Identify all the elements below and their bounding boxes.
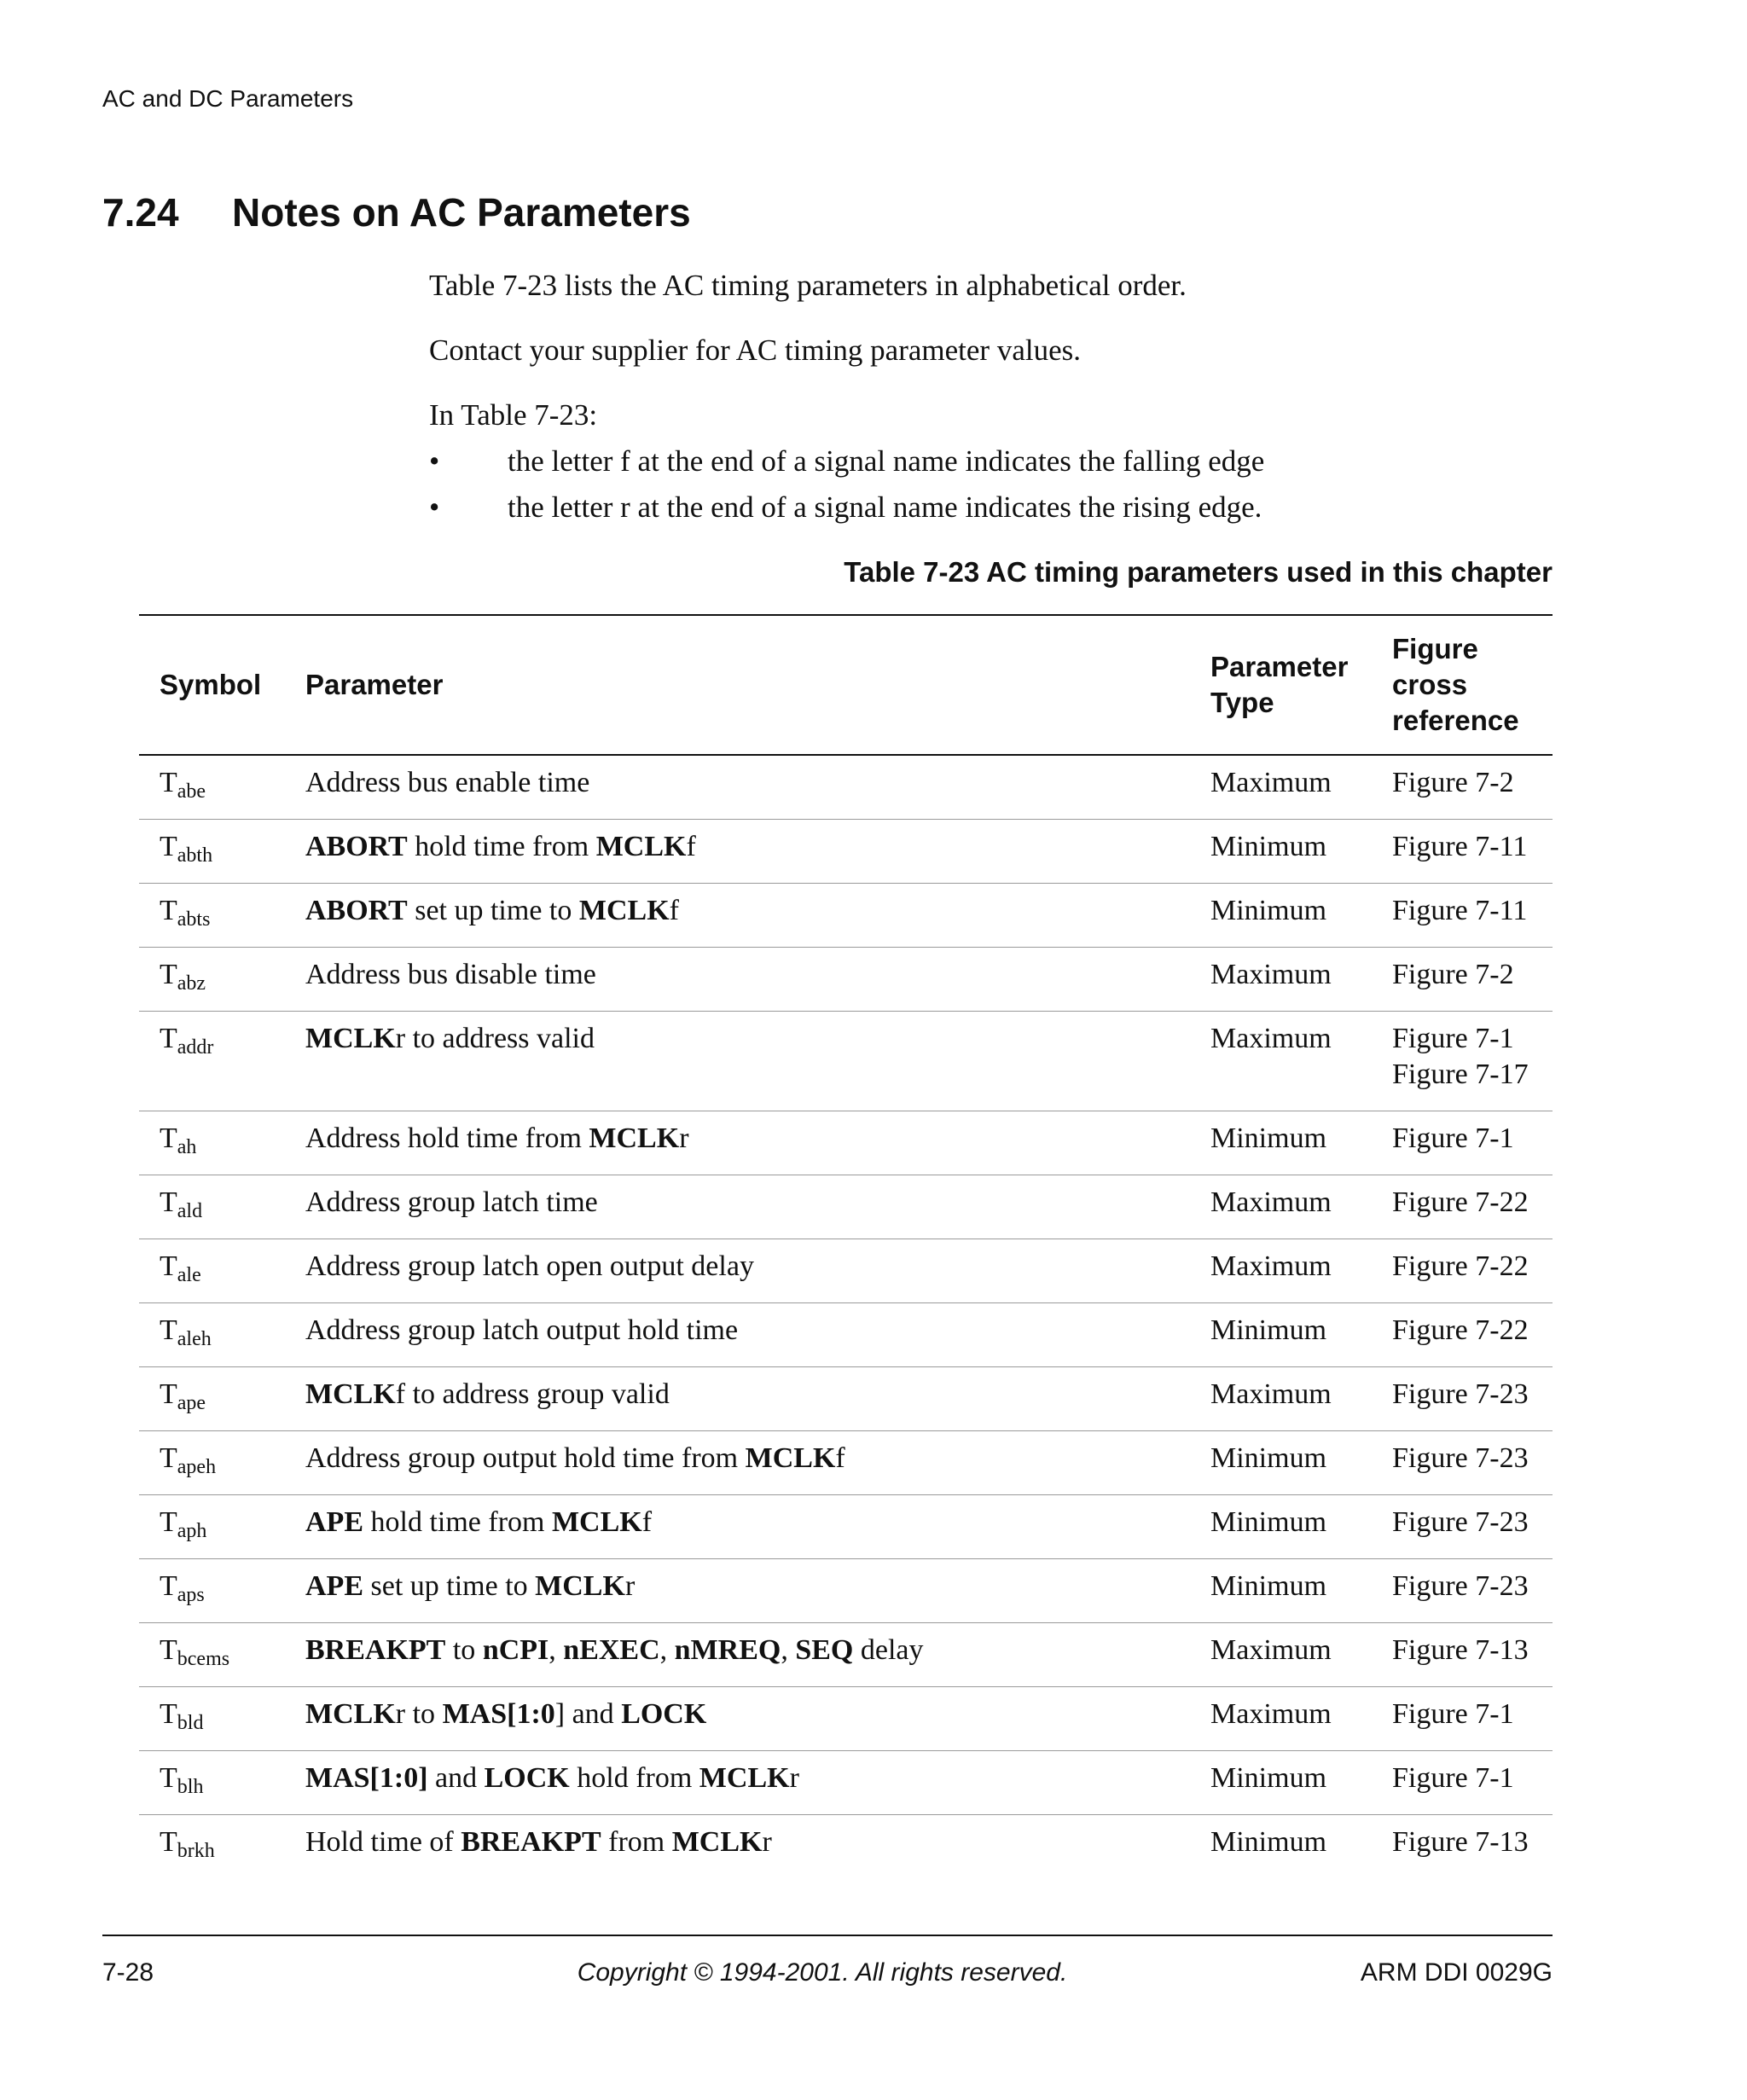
parameter-text: f [641, 1506, 653, 1538]
parameter-text: delay [853, 1634, 924, 1666]
symbol-base: T [160, 767, 177, 798]
parameter-cell [305, 1431, 1210, 1495]
symbol-cell [139, 1111, 305, 1175]
intro-paragraph-2: Contact your supplier for AC timing parameter values. [429, 334, 1081, 367]
table-row [139, 1367, 1553, 1431]
symbol-base: T [160, 895, 177, 926]
symbol-subscript: apeh [177, 1456, 217, 1478]
figure-reference: Figure 7-1 [1392, 1762, 1514, 1794]
signal-name: MAS[1:0] [305, 1762, 428, 1794]
table-row [139, 1815, 1553, 1879]
figure-reference-cell [1392, 1012, 1553, 1111]
parameter-type-cell: Minimum [1210, 1751, 1392, 1815]
header-type-line: Type [1210, 687, 1274, 718]
table-header-row [139, 615, 1553, 755]
parameter-type-cell: Maximum [1210, 948, 1392, 1012]
parameter-type-cell: Minimum [1210, 1111, 1392, 1175]
symbol-subscript: ale [177, 1264, 201, 1286]
signal-name: nMREQ [674, 1634, 781, 1666]
symbol-cell [139, 820, 305, 884]
symbol-cell [139, 948, 305, 1012]
symbol-cell [139, 1303, 305, 1367]
ac-timing-table [139, 614, 1553, 1878]
figure-reference-cell [1392, 1367, 1553, 1431]
signal-name: MCLK [305, 1023, 396, 1054]
figure-reference: Figure 7-2 [1392, 767, 1514, 798]
signal-name: MAS[1:0 [442, 1698, 555, 1730]
figure-reference-cell [1392, 1623, 1553, 1687]
footer-rule [102, 1935, 1553, 1936]
parameter-text: hold time from [407, 831, 596, 862]
figure-reference: Figure 7-23 [1392, 1378, 1529, 1410]
parameter-text: r [624, 1570, 636, 1602]
figure-reference: Figure 7-17 [1392, 1059, 1529, 1090]
figure-reference: Figure 7-13 [1392, 1634, 1529, 1666]
parameter-text: Address bus enable time [305, 767, 590, 798]
signal-name: MCLK [671, 1826, 763, 1858]
symbol-cell [139, 1559, 305, 1623]
symbol-cell [139, 1012, 305, 1111]
symbol-cell [139, 1815, 305, 1879]
parameter-cell [305, 1239, 1210, 1303]
intro-paragraph-3: In Table 7-23: [429, 398, 598, 432]
figure-reference-cell [1392, 1431, 1553, 1495]
signal-name: BREAKPT [461, 1826, 601, 1858]
symbol-subscript: aleh [177, 1328, 212, 1350]
figure-reference: Figure 7-23 [1392, 1442, 1529, 1474]
figure-reference: Figure 7-1 [1392, 1123, 1514, 1154]
section-number: 7.24 [102, 190, 179, 235]
table-row [139, 1751, 1553, 1815]
parameter-text: f [669, 895, 679, 926]
header-ref-line: Figure [1392, 633, 1478, 664]
symbol-cell [139, 884, 305, 948]
figure-reference: Figure 7-2 [1392, 959, 1514, 990]
signal-name: BREAKPT [305, 1634, 446, 1666]
parameter-cell [305, 820, 1210, 884]
signal-name: MCLK [699, 1762, 790, 1794]
figure-reference: Figure 7-22 [1392, 1250, 1529, 1282]
figure-reference-cell [1392, 1815, 1553, 1879]
symbol-subscript: abth [177, 844, 213, 867]
parameter-text: , [548, 1634, 564, 1666]
signal-name: MCLK [305, 1698, 396, 1730]
signal-name: APE [305, 1506, 363, 1538]
header-symbol: Symbol [139, 615, 305, 755]
parameter-cell [305, 1687, 1210, 1751]
parameter-text: f [686, 831, 696, 862]
parameter-text: from [601, 1826, 672, 1858]
header-ref-line: cross [1392, 669, 1468, 700]
symbol-subscript: blh [177, 1776, 204, 1798]
parameter-text: r [762, 1826, 772, 1858]
figure-reference: Figure 7-13 [1392, 1826, 1529, 1858]
parameter-text: hold from [569, 1762, 699, 1794]
table-row [139, 1495, 1553, 1559]
symbol-subscript: brkh [177, 1840, 215, 1862]
signal-name: ABORT [305, 831, 408, 862]
parameter-type-cell: Minimum [1210, 1826, 1327, 1858]
parameter-cell [305, 1303, 1210, 1367]
figure-reference: Figure 7-22 [1392, 1186, 1529, 1218]
symbol-base: T [160, 1186, 177, 1218]
symbol-base: T [160, 1314, 177, 1346]
table-row [139, 1175, 1553, 1239]
signal-name: MCLK [578, 895, 670, 926]
header-type-line: Parameter [1210, 651, 1349, 682]
figure-reference: Figure 7-11 [1392, 895, 1528, 926]
symbol-base: T [160, 831, 177, 862]
symbol-cell [139, 1175, 305, 1239]
parameter-cell [305, 948, 1210, 1012]
bullet-item [429, 484, 1555, 531]
symbol-base: T [160, 1698, 177, 1730]
figure-reference: Figure 7-23 [1392, 1570, 1529, 1602]
signal-name: nEXEC [563, 1634, 660, 1666]
table-row [139, 1303, 1553, 1367]
parameter-text: , [781, 1634, 796, 1666]
symbol-base: T [160, 1634, 177, 1666]
parameter-text: set up time to [363, 1570, 536, 1602]
symbol-base: T [160, 1023, 177, 1054]
signal-name: LOCK [484, 1762, 570, 1794]
parameter-text: set up time to [407, 895, 579, 926]
parameter-text: f [835, 1442, 845, 1474]
parameter-type-cell: Maximum [1210, 755, 1392, 820]
symbol-subscript: abz [177, 972, 206, 995]
symbol-base: T [160, 1378, 177, 1410]
bullet-mark: • [429, 490, 440, 524]
table-body [139, 755, 1553, 1878]
table-row [139, 1111, 1553, 1175]
copyright-notice: Copyright © 1994-2001. All rights reserved. [577, 1958, 1068, 1987]
figure-reference: Figure 7-1 [1392, 1023, 1514, 1054]
parameter-text: Address bus disable time [305, 959, 596, 990]
figure-reference-cell [1392, 1559, 1553, 1623]
symbol-subscript: bcems [177, 1648, 230, 1670]
parameter-text: Address group latch time [305, 1186, 598, 1218]
symbol-subscript: ah [177, 1136, 197, 1158]
figure-reference-cell [1392, 1239, 1553, 1303]
symbol-subscript: bld [177, 1712, 204, 1734]
signal-name: MCLK [535, 1570, 625, 1602]
header-ref-line: reference [1392, 705, 1519, 736]
signal-name: APE [305, 1570, 363, 1602]
parameter-text: Address group output hold time from [305, 1442, 746, 1474]
table-row [139, 755, 1553, 820]
figure-reference-cell [1392, 1111, 1553, 1175]
parameter-text: Hold time of [305, 1826, 461, 1858]
parameter-cell [305, 884, 1210, 948]
parameter-text: hold time from [363, 1506, 552, 1538]
symbol-subscript: aph [177, 1520, 207, 1542]
parameter-type-cell: Minimum [1210, 1431, 1392, 1495]
parameter-cell [305, 1751, 1210, 1815]
figure-reference-cell [1392, 948, 1553, 1012]
bullet-text: the letter f at the end of a signal name indicates the falling edge [508, 444, 1265, 478]
signal-name: nCPI [482, 1634, 549, 1666]
parameter-cell [305, 1623, 1210, 1687]
parameter-type-cell: Minimum [1210, 884, 1392, 948]
signal-name: MCLK [589, 1123, 680, 1154]
table-row [139, 1431, 1553, 1495]
figure-reference-cell [1392, 755, 1553, 820]
document-id: ARM DDI 0029G [1360, 1958, 1553, 1987]
page-number: 7-28 [102, 1958, 154, 1987]
symbol-subscript: ald [177, 1200, 203, 1222]
signal-name: ABORT [305, 895, 408, 926]
parameter-type-cell: Maximum [1210, 1687, 1392, 1751]
symbol-subscript: abe [177, 780, 206, 803]
symbol-base: T [160, 1250, 177, 1282]
parameter-type-cell: Maximum [1210, 1012, 1392, 1111]
parameter-type-cell: Maximum [1210, 1175, 1392, 1239]
header-parameter-type [1210, 615, 1392, 755]
symbol-base: T [160, 1506, 177, 1538]
parameter-cell [305, 1175, 1210, 1239]
section-title: Notes on AC Parameters [232, 190, 691, 235]
parameter-text: r [679, 1123, 689, 1154]
parameter-text: to [445, 1634, 483, 1666]
figure-reference-cell [1392, 1175, 1553, 1239]
table-row [139, 1623, 1553, 1687]
parameter-text: ] and [554, 1698, 622, 1730]
symbol-base: T [160, 1826, 177, 1858]
signal-name: MCLK [305, 1378, 396, 1410]
intro-paragraph-1: Table 7-23 lists the AC timing parameters in alphabetical order. [429, 269, 1187, 302]
symbol-base: T [160, 1442, 177, 1474]
symbol-base: T [160, 1570, 177, 1602]
section-heading [102, 189, 691, 235]
parameter-cell [305, 1495, 1210, 1559]
table-row [139, 884, 1553, 948]
parameter-cell [305, 1559, 1210, 1623]
parameter-text: Address group latch open output delay [305, 1250, 754, 1282]
table-row [139, 1012, 1553, 1111]
parameter-cell [305, 755, 1210, 820]
figure-reference: Figure 7-22 [1392, 1314, 1529, 1346]
parameter-text: Address hold time from [305, 1123, 589, 1154]
symbol-cell [139, 1495, 305, 1559]
table-row [139, 1687, 1553, 1751]
parameter-type-cell: Maximum [1210, 1367, 1392, 1431]
table-row [139, 948, 1553, 1012]
parameter-type-cell: Maximum [1210, 1623, 1392, 1687]
parameter-text: r [789, 1762, 799, 1794]
parameter-text: r to [395, 1698, 443, 1730]
symbol-base: T [160, 1762, 177, 1794]
parameter-text: f to address group valid [395, 1378, 670, 1410]
symbol-subscript: addr [177, 1036, 214, 1059]
header-figure-reference [1392, 615, 1553, 755]
parameter-text: , [659, 1634, 675, 1666]
parameter-type-cell: Minimum [1210, 820, 1392, 884]
parameter-text: and [427, 1762, 485, 1794]
symbol-cell [139, 1367, 305, 1431]
figure-reference-cell [1392, 820, 1553, 884]
table-row [139, 1559, 1553, 1623]
parameter-cell [305, 1815, 1210, 1879]
signal-name: LOCK [621, 1698, 707, 1730]
table-row [139, 1239, 1553, 1303]
parameter-type-cell: Minimum [1210, 1303, 1392, 1367]
figure-reference-cell [1392, 1751, 1553, 1815]
signal-name: SEQ [795, 1634, 854, 1666]
signal-name: MCLK [551, 1506, 642, 1538]
figure-reference: Figure 7-1 [1392, 1698, 1514, 1730]
symbol-cell [139, 1431, 305, 1495]
figure-reference-cell [1392, 1687, 1553, 1751]
symbol-cell [139, 1623, 305, 1687]
bullet-mark: • [429, 444, 440, 478]
parameter-text: Address group latch output hold time [305, 1314, 739, 1346]
symbol-subscript: ape [177, 1392, 206, 1414]
figure-reference: Figure 7-11 [1392, 831, 1528, 862]
parameter-text: r to address valid [395, 1023, 595, 1054]
table-row [139, 820, 1553, 884]
figure-reference: Figure 7-23 [1392, 1506, 1529, 1538]
parameter-cell [305, 1367, 1210, 1431]
figure-reference-cell [1392, 1303, 1553, 1367]
symbol-cell [139, 1239, 305, 1303]
bullet-text: the letter r at the end of a signal name indicates the rising edge. [508, 490, 1262, 524]
symbol-cell [139, 755, 305, 820]
signal-name: MCLK [745, 1442, 836, 1474]
symbol-cell [139, 1687, 305, 1751]
parameter-cell [305, 1111, 1210, 1175]
intro-text [429, 263, 1555, 531]
figure-reference-cell [1392, 884, 1553, 948]
symbol-subscript: abts [177, 908, 211, 931]
symbol-base: T [160, 959, 177, 990]
header-parameter: Parameter [305, 615, 1210, 755]
parameter-cell [305, 1012, 1210, 1111]
running-header: AC and DC Parameters [102, 85, 354, 112]
signal-name: MCLK [595, 831, 687, 862]
symbol-base: T [160, 1123, 177, 1154]
table-caption: Table 7-23 AC timing parameters used in this chapter [844, 556, 1553, 588]
parameter-type-cell: Maximum [1210, 1239, 1392, 1303]
parameter-type-cell: Minimum [1210, 1495, 1392, 1559]
bullet-item [429, 438, 1555, 484]
parameter-type-cell: Minimum [1210, 1559, 1392, 1623]
symbol-subscript: aps [177, 1584, 205, 1606]
symbol-cell [139, 1751, 305, 1815]
figure-reference-cell [1392, 1495, 1553, 1559]
